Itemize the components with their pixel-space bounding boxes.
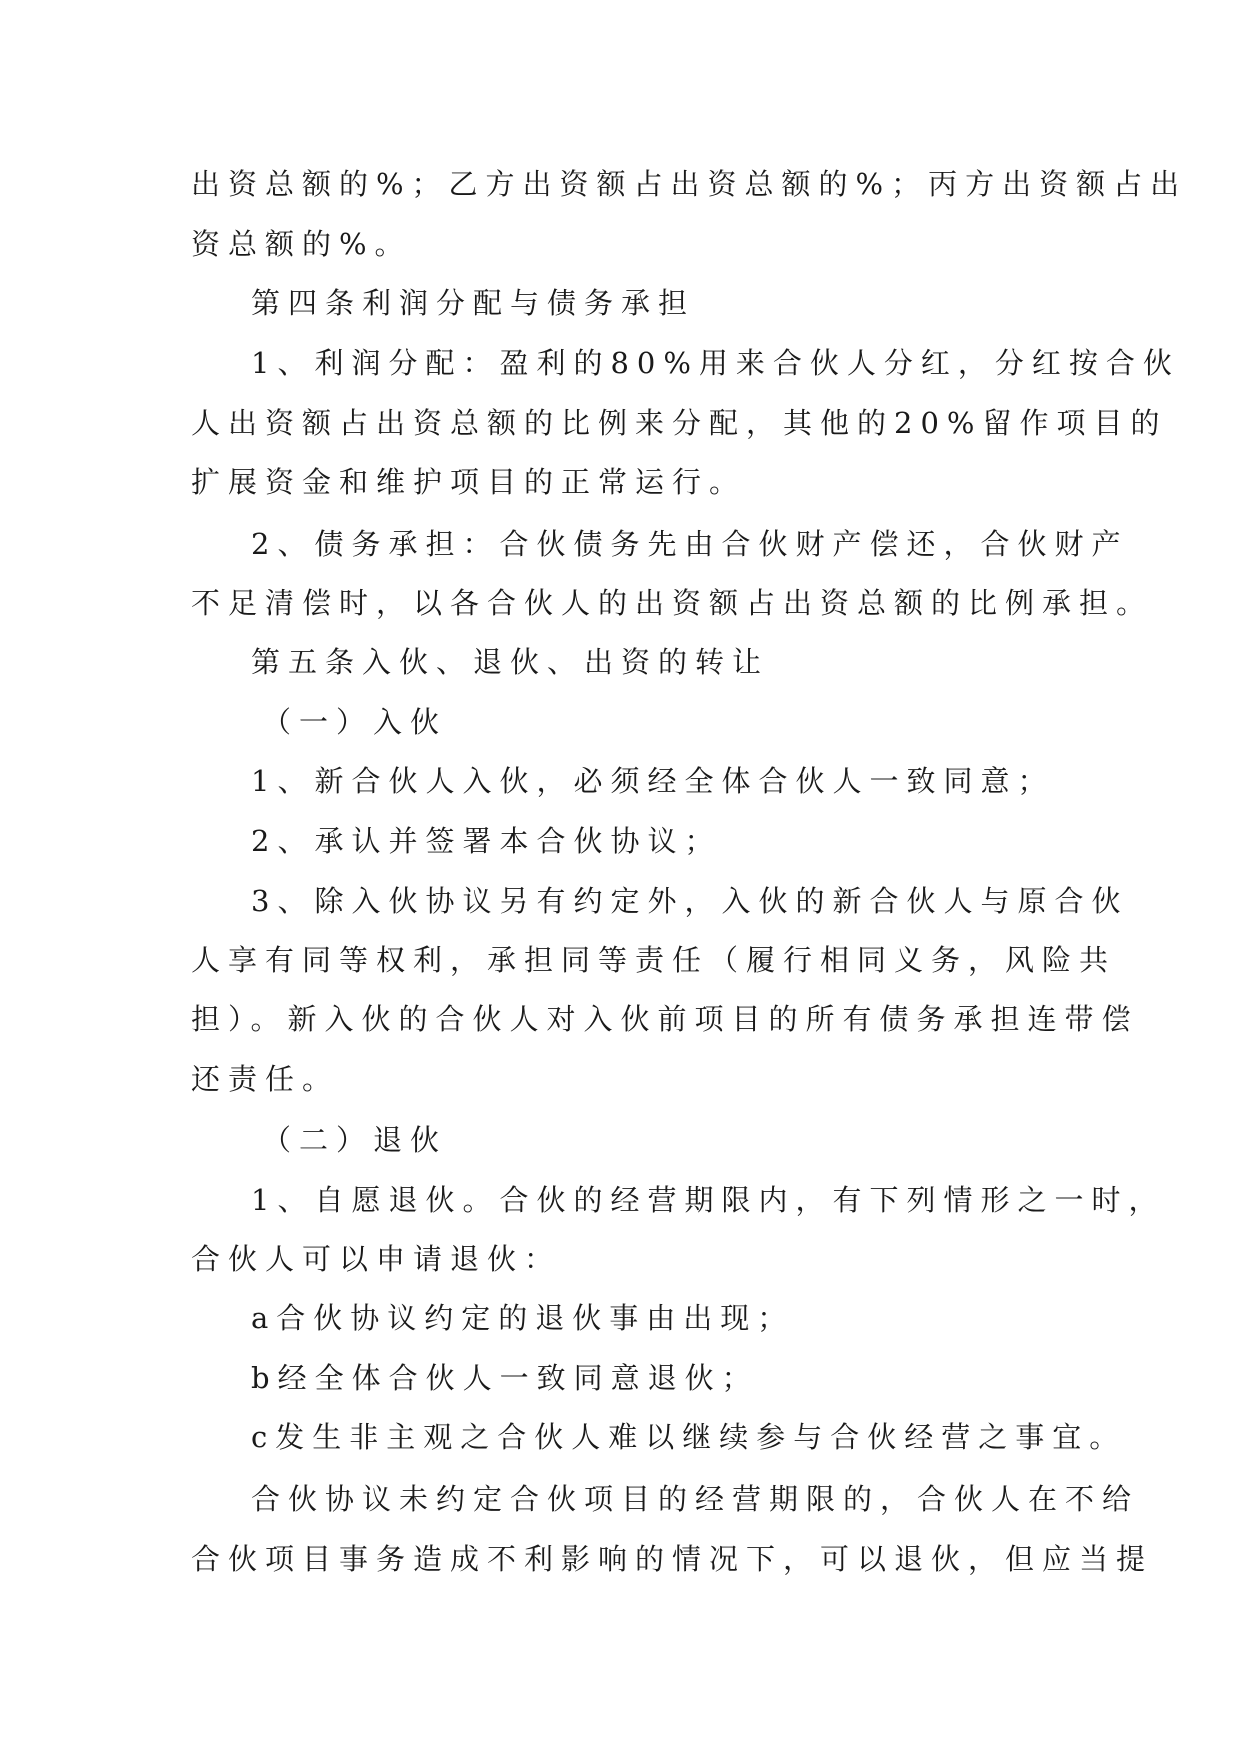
text-line: 2、承认并签署本合伙协议；: [251, 824, 722, 858]
text-line: 第五条入伙、退伙、出资的转让: [251, 645, 770, 679]
text-line: 1、新合伙人入伙，必须经全体合伙人一致同意；: [251, 764, 1055, 798]
text-line: 3、除入伙协议另有约定外，入伙的新合伙人与原合伙: [251, 884, 1129, 918]
text-line: b经全体合伙人一致同意退伙；: [251, 1361, 759, 1395]
text-line: 人出资额占出资总额的比例来分配，其他的20%留作项目的: [191, 406, 1168, 440]
text-line: 合伙项目事务造成不利影响的情况下，可以退伙，但应当提: [191, 1542, 1154, 1576]
text-line: 2、债务承担：合伙债务先由合伙财产偿还，合伙财产: [251, 527, 1129, 561]
text-line: 1、利润分配：盈利的80%用来合伙人分红，分红按合伙: [251, 346, 1180, 380]
text-line: 不足清偿时，以各合伙人的出资额占出资总额的比例承担。: [191, 586, 1154, 620]
text-line: 扩展资金和维护项目的正常运行。: [191, 465, 747, 499]
text-line: 合伙协议未约定合伙项目的经营期限的，合伙人在不给: [251, 1482, 1140, 1516]
text-line: （二）退伙: [262, 1123, 448, 1157]
text-line: 合伙人可以申请退伙：: [191, 1242, 562, 1276]
text-line: 1、自愿退伙。合伙的经营期限内，有下列情形之一时，: [251, 1183, 1166, 1217]
text-line: 第四条利润分配与债务承担: [251, 286, 696, 320]
text-line: 出资总额的%；乙方出资额占出资总额的%；丙方出资额占出: [191, 167, 1188, 201]
text-line: 资总额的%。: [191, 227, 412, 261]
text-line: （一）入伙: [262, 705, 448, 739]
text-line: c发生非主观之合伙人难以继续参与合伙经营之事宜。: [251, 1420, 1127, 1454]
text-line: 还责任。: [191, 1062, 340, 1096]
text-line: 人享有同等权利，承担同等责任（履行相同义务，风险共: [191, 943, 1117, 977]
text-line: a合伙协议约定的退伙事由出现；: [251, 1301, 795, 1335]
text-line: 担）。新入伙的合伙人对入伙前项目的所有债务承担连带偿: [191, 1002, 1139, 1036]
